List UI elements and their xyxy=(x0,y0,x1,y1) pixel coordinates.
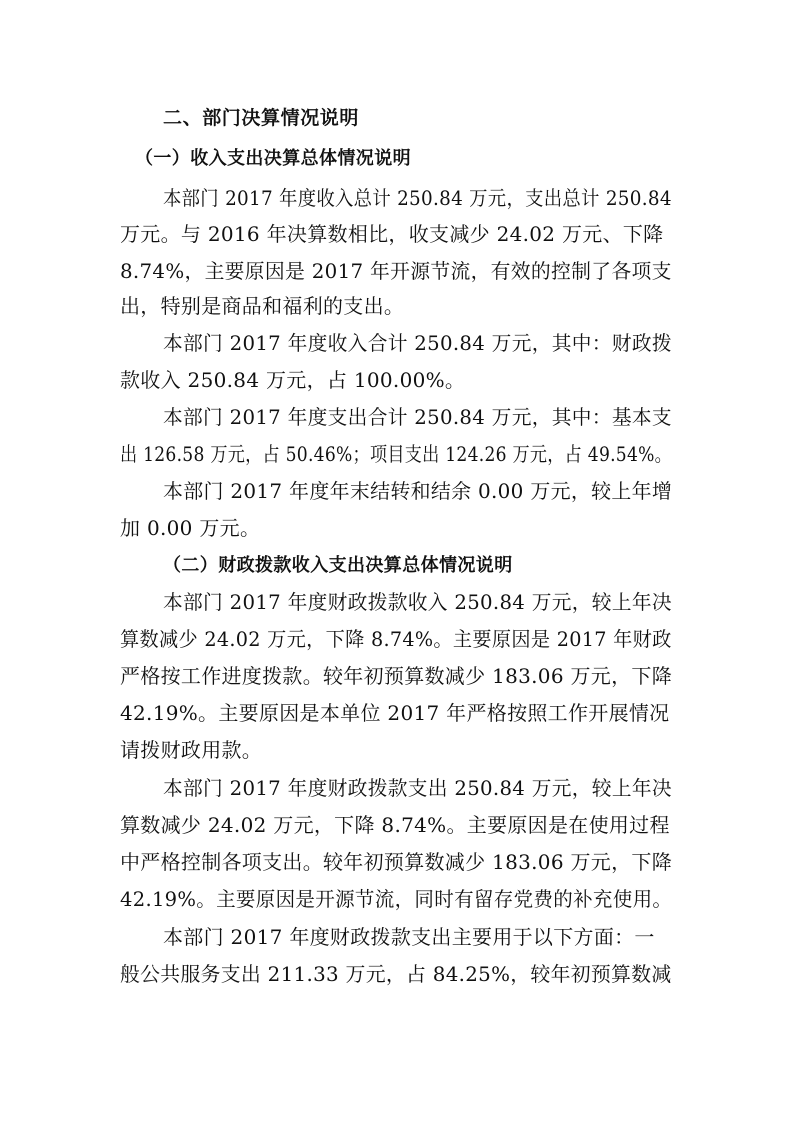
paragraph-line: 算数减少 24.02 万元，下降 8.74%。主要原因是在使用过程 xyxy=(120,813,670,837)
paragraph-line: 本部门 2017 年度财政拨款收入 250.84 万元，较上年决 xyxy=(163,590,672,614)
paragraph-line: 42.19%。主要原因是开源节流，同时有留存党费的补充使用。 xyxy=(120,887,673,911)
paragraph-line: 算数减少 24.02 万元，下降 8.74%。主要原因是 2017 年财政 xyxy=(120,627,672,651)
paragraph-line: 本部门 2017 年度年末结转和结余 0.00 万元，较上年增 xyxy=(163,479,673,503)
paragraph-line: 本部门 2017 年度收入合计 250.84 万元，其中：财政拨 xyxy=(163,331,672,355)
paragraph-line: 本部门 2017 年度财政拨款支出 250.84 万元，较上年决 xyxy=(163,776,672,800)
section-heading: 二、部门决算情况说明 xyxy=(163,107,360,129)
paragraph-line: 款收入 250.84 万元，占 100.00%。 xyxy=(120,368,466,392)
paragraph-line: 加 0.00 万元。 xyxy=(120,516,261,540)
paragraph-line: 般公共服务支出 211.33 万元，占 84.25%，较年初预算数减 xyxy=(120,962,672,986)
paragraph-line: 本部门 2017 年度收入总计 250.84 万元，支出总计 250.84 xyxy=(163,186,672,210)
subsection-heading-1: （一）收入支出决算总体情况说明 xyxy=(135,148,411,169)
paragraph-line: 万元。与 2016 年决算数相比，收支减少 24.02 万元、下降 xyxy=(120,222,664,246)
paragraph-line: 出 126.58 万元，占 50.46%；项目支出 124.26 万元，占 49.54%。 xyxy=(120,442,673,466)
paragraph-line: 出，特别是商品和福利的支出。 xyxy=(120,294,405,318)
paragraph-line: 请拨财政用款。 xyxy=(120,738,263,762)
paragraph-line: 严格按工作进度拨款。较年初预算数减少 183.06 万元，下降 xyxy=(120,664,672,688)
paragraph-line: 本部门 2017 年度财政拨款支出主要用于以下方面：一 xyxy=(163,925,655,949)
subsection-heading-2: （二）财政拨款收入支出决算总体情况说明 xyxy=(163,555,513,576)
paragraph-line: 8.74%，主要原因是 2017 年开源节流，有效的控制了各项支 xyxy=(120,259,672,283)
paragraph-line: 中严格控制各项支出。较年初预算数减少 183.06 万元，下降 xyxy=(120,850,672,874)
paragraph-line: 42.19%。主要原因是本单位 2017 年严格按照工作开展情况 xyxy=(120,701,670,725)
paragraph-line: 本部门 2017 年度支出合计 250.84 万元，其中：基本支 xyxy=(163,405,672,429)
